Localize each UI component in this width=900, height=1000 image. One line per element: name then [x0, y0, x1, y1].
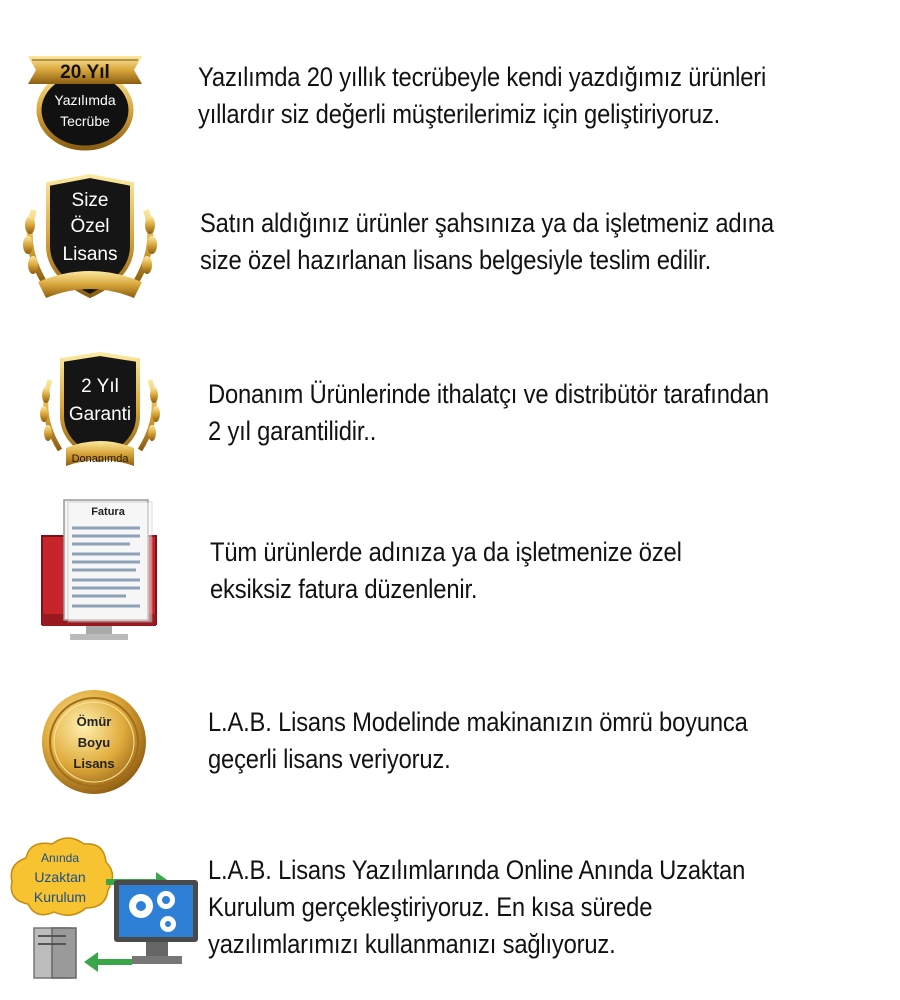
remote-bubble-line-3: Kurulum: [33, 889, 87, 905]
feature-line: geçerli lisans veriyoruz.: [208, 744, 451, 774]
feature-line: L.A.B. Lisans Yazılımlarında Online Anında Uzaktan: [208, 855, 746, 885]
tenure-years-label: 20.Yıl: [60, 62, 110, 83]
lifetime-line-1: Ömür: [76, 714, 112, 729]
feature-description: [208, 376, 769, 450]
feature-line: yıllardır siz değerli müşterilerimiz için geliştiriyoruz.: [198, 99, 721, 129]
feature-description: [198, 59, 766, 133]
feature-line: Tüm ürünlerde adınıza ya da işletmenize özel: [210, 537, 682, 567]
tenure-ribbon-icon: [20, 40, 150, 157]
feature-line: yazılımlarımızı kullanmanızı sağlıyoruz.: [208, 929, 616, 959]
lifetime-line-3: Lisans: [73, 756, 115, 771]
feature-line: size özel hazırlanan lisans belgesiyle teslim edilir.: [200, 245, 712, 275]
feature-description: [208, 704, 748, 778]
lifetime-medal-icon: [40, 688, 148, 801]
lifetime-line-2: Boyu: [77, 735, 111, 750]
remote-bubble-line-1: Anında: [40, 851, 80, 865]
feature-description: [208, 852, 745, 963]
warranty-ribbon-label: Donanımda: [71, 453, 129, 465]
feature-description: [200, 205, 774, 279]
remote-install-icon: [6, 834, 202, 989]
feature-line: Satın aldığınız ürünler şahsınıza ya da işletmeniz adına: [200, 208, 774, 238]
feature-line: Donanım Ürünlerinde ithalatçı ve distribütör tarafından: [208, 379, 769, 409]
license-shield-icon: [20, 170, 160, 317]
license-line-2: Özel: [70, 216, 110, 237]
remote-bubble-line-2: Uzaktan: [34, 869, 86, 885]
tenure-line-2: Yazılımda: [54, 92, 116, 108]
feature-line: eksiksiz fatura düzenlenir.: [210, 574, 478, 604]
warranty-line-2: Garanti: [68, 404, 132, 425]
feature-line: L.A.B. Lisans Modelinde makinanızın ömrü boyunca: [208, 707, 748, 737]
feature-line: 2 yıl garantilidir..: [208, 416, 377, 446]
invoice-monitor-icon: [38, 496, 160, 651]
tenure-line-3: Tecrübe: [60, 113, 110, 129]
license-line-1: Size: [71, 190, 109, 211]
feature-line: Kurulum gerçekleştiriyoruz. En kısa sürede: [208, 892, 653, 922]
feature-description: [210, 534, 682, 608]
feature-line: Yazılımda 20 yıllık tecrübeyle kendi yazdığımız ürünleri: [198, 62, 767, 92]
invoice-title-label: Fatura: [91, 506, 125, 518]
warranty-line-1: 2 Yıl: [81, 376, 119, 397]
license-line-3: Lisans: [62, 244, 118, 265]
warranty-shield-icon: [38, 350, 162, 481]
